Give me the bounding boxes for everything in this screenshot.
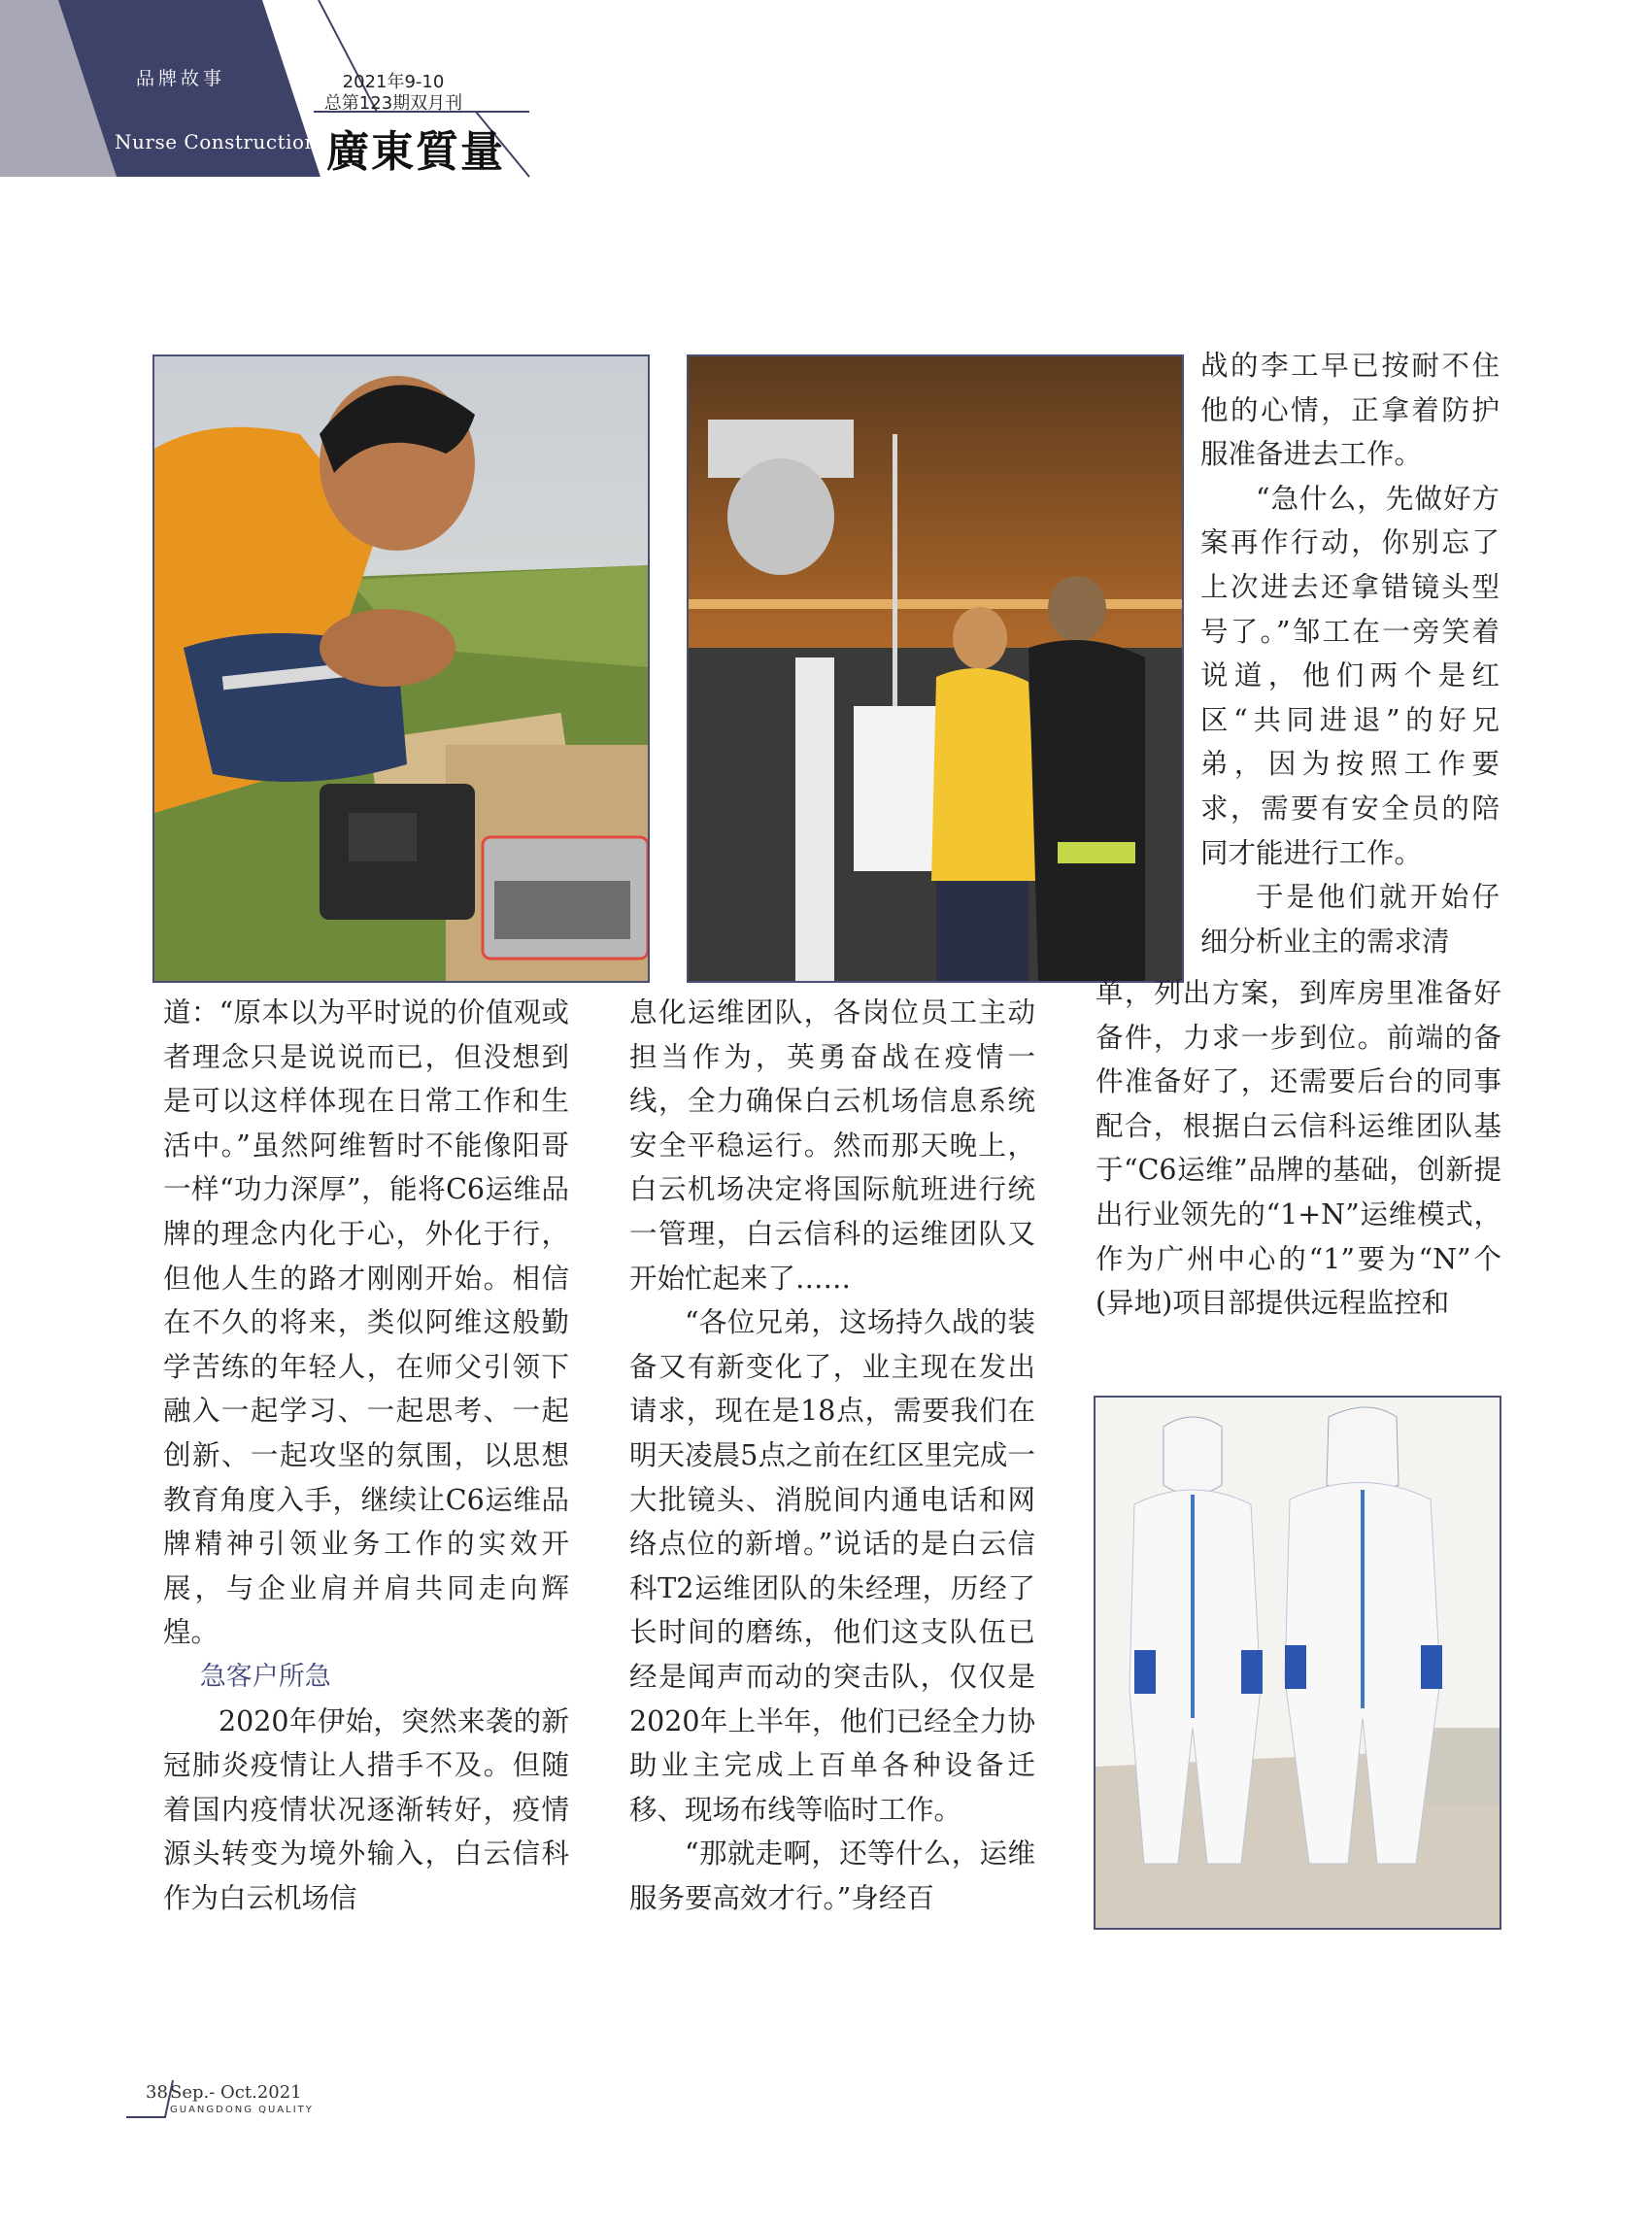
issue-number: 总第123期双月刊 [323,93,463,114]
column-right-top [1200,344,1500,963]
column-left [163,991,569,1920]
footer-publication: GUANGDONG QUALITY [170,2105,314,2115]
photo-icon [1096,1398,1500,1928]
technician-fiber-splicing-photo [152,354,650,983]
magazine-logo: 廣東質量 [326,127,505,177]
footer-date: Sep.- Oct.2021 [170,2082,302,2103]
airport-night-maintenance-photo [687,354,1184,983]
paragraph: “那就走啊，还等什么，运维服务要高效才行。”身经百 [629,1837,1035,1914]
paragraph: 道：“原本以为平时说的价值观或者理念只是说说而已，但没想到是可以这样体现在日常工作和生活中。”虽然阿维暂时不能像阳哥一样“功力深厚”，能将C6运维品牌的理念内化于心，外化于行，但他人生的路才刚刚开始。相信在不久的将来，类似阿维这般勤学苦练的年轻人，在师父引领下融入一起学习、一起思考、一起创新、一起攻坚的氛围，以思想教育角度入手，继续让C6运维品牌精神引领业务工作的实效开展，与企业肩并肩共同走向辉煌。 [163,996,569,1649]
photo-icon [689,356,1182,981]
paragraph: “各位兄弟，这场持久战的装备又有新变化了，业主现在发出请求，现在是18点，需要我们在明天凌晨5点之前在红区里完成一大批镜头、消脱间内通电话和网络点位的新增。”说话的是白云信科T2运维团队的朱经理，历经了长时间的磨练，他们这支队伍已经是闻声而动的突击队，仅仅是2020年上半年，他们已经全力协助业主完成上百单各种设备迁移、现场布线等临时工作。 [629,1306,1035,1826]
paragraph: 息化运维团队，各岗位员工主动担当作为，英勇奋战在疫情一线，全力确保白云机场信息系统安全平稳运行。然而那天晚上，白云机场决定将国际航班进行统一管理，白云信科的运维团队又开始忙起来了…… [629,996,1035,1295]
paragraph: 战的李工早已按耐不住他的心情，正拿着防护服准备进去工作。 [1200,350,1500,471]
photo-icon [154,356,648,981]
paragraph: 2020年伊始，突然来袭的新冠肺炎疫情让人措手不及。但随着国内疫情状况逐渐转好，疫情源头转变为境外输入，白云信科作为白云机场信 [163,1704,569,1914]
paragraph: 单，列出方案，到库房里准备好备件，力求一步到位。前端的备件准备好了，还需要后台的同事配合，根据白云信科运维团队基于“C6运维”品牌的基础，创新提出行业领先的“1+N”运维模式，作为广州中心的“1”要为“N”个(异地)项目部提供远程监控和 [1096,977,1501,1320]
section-heading: 急客户所急 [199,1661,331,1692]
category-label: 品牌故事 [136,68,226,89]
column-title-en: Nurse Construction [115,130,318,153]
paragraph: “急什么，先做好方案再作行动，你别忘了上次进去还拿错镜头型号了。”邹工在一旁笑着说道，他们两个是红区“共同进退”的好兄弟，因为按照工作要求，需要有安全员的陪同才能进行工作。 [1200,482,1500,869]
column-middle [629,991,1035,1920]
paragraph: 于是他们就开始仔细分析业主的需求清 [1200,881,1500,958]
protective-suits-photo [1094,1396,1501,1930]
issue-date: 2021年9-10 [342,72,445,92]
column-right-bottom [1096,971,1501,1326]
page-number: 38 [146,2082,168,2103]
